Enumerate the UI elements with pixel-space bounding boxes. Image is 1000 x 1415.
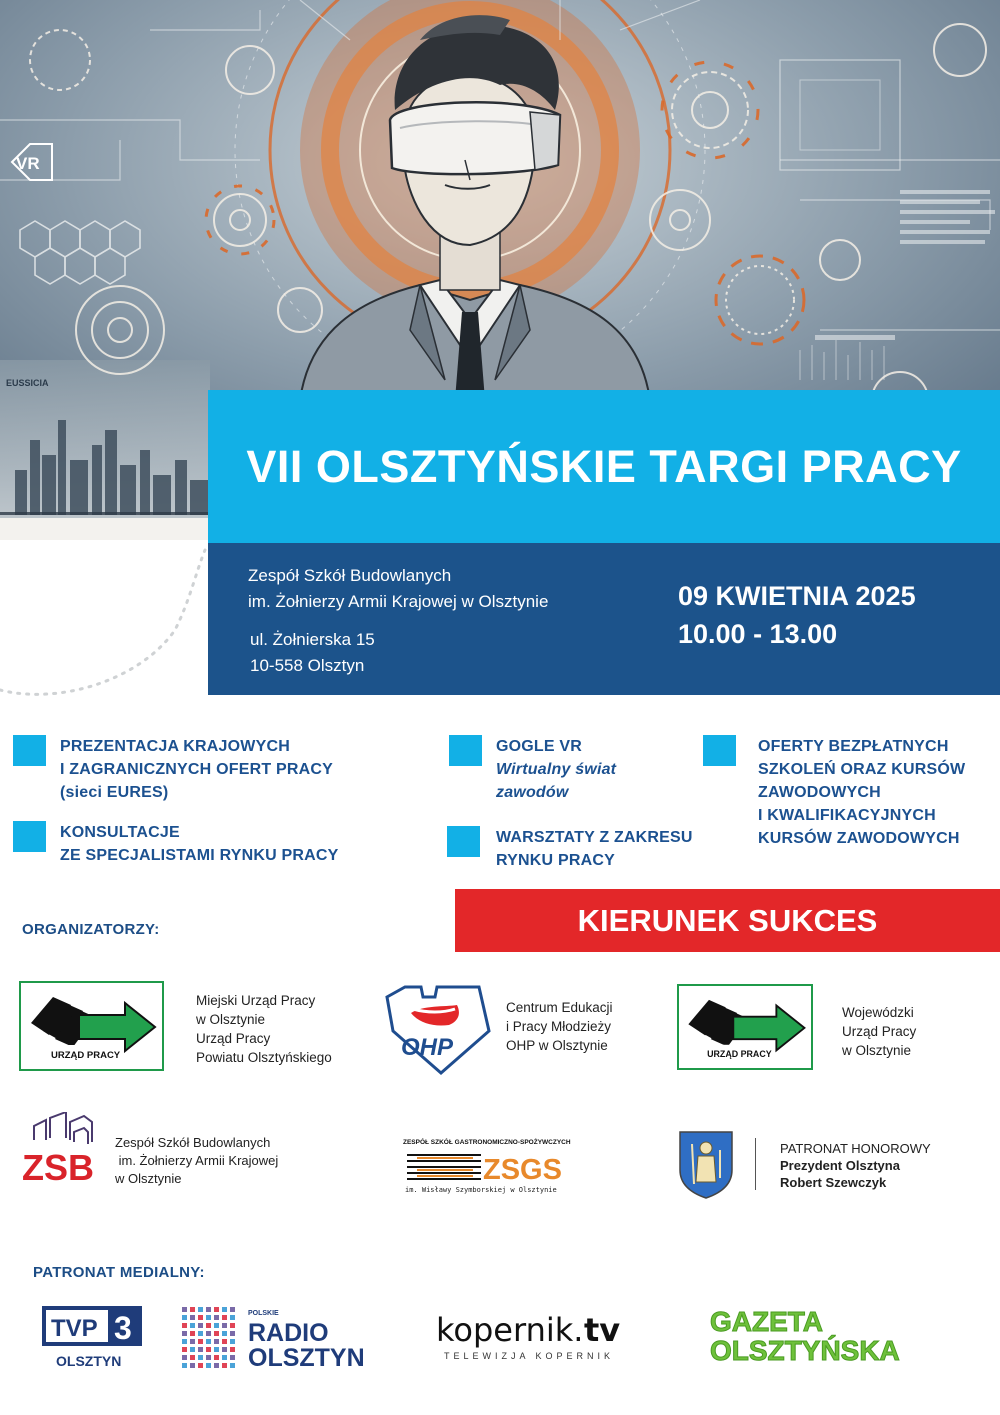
feature-offers-line3: (sieci EURES) <box>60 784 169 801</box>
event-time: 10.00 - 13.00 <box>678 619 838 649</box>
olsztyn-crest <box>678 1130 734 1205</box>
wup-text <box>842 1003 916 1060</box>
feature-trainings-line3: ZAWODOWYCH <box>758 784 881 801</box>
zsb-text <box>115 1134 278 1188</box>
radio-dots <box>182 1307 235 1368</box>
mup-line2: w Olsztynie <box>196 1012 266 1027</box>
feature-trainings-line2: SZKOLEŃ ORAZ KURSÓW <box>758 761 966 778</box>
feature-consultations-line2: ZE SPECJALISTAMI RYNKU PRACY <box>60 847 339 864</box>
gazeta-line2: OLSZTYŃSKA <box>710 1335 900 1365</box>
feature-vr-line3: zawodów <box>496 784 569 801</box>
zsb-line3: w Olsztynie <box>115 1171 182 1186</box>
feature-consultations-line1: KONSULTACJE <box>60 824 180 841</box>
info-band <box>208 543 1000 695</box>
feature-vr <box>449 735 616 804</box>
event-date: 09 KWIETNIA 2025 <box>678 581 916 611</box>
ohp-line3: OHP w Olsztynie <box>506 1038 608 1053</box>
venue-line1: Zespół Szkół Budowlanych <box>248 566 452 585</box>
feature-offers-line1: PREZENTACJA KRAJOWYCH <box>60 738 290 755</box>
mup-line1: Miejski Urząd Pracy <box>196 993 316 1008</box>
venue <box>248 563 548 615</box>
bullet-square <box>13 821 46 852</box>
zsb-logo-text: ZSB <box>22 1147 94 1187</box>
kopernik-tv: tv <box>584 1311 621 1349</box>
feature-trainings <box>703 735 965 850</box>
gazeta-line1: GAZETA <box>710 1306 824 1337</box>
patron-line2: Prezydent Olsztyna <box>780 1158 900 1173</box>
feature-trainings-line5: KURSÓW ZAWODOWYCH <box>758 830 960 847</box>
event-title: VII OLSZTYŃSKIE TARGI PRACY <box>246 440 962 492</box>
gazeta-olsztynska-logo <box>710 1305 920 1370</box>
ohp-line1: Centrum Edukacji <box>506 1000 613 1015</box>
feature-workshops-line1: WARSZTATY Z ZAKRESU <box>496 829 693 846</box>
zsgs-logo <box>403 1137 589 1200</box>
feature-trainings-line4: I KWALIFIKACYJNYCH <box>758 807 936 824</box>
patron-line3: Robert Szewczyk <box>780 1175 887 1190</box>
organizers-label: ORGANIZATORZY: <box>22 921 160 938</box>
feature-offers-line2: I ZAGRANICZNYCH OFERT PRACY <box>60 761 333 778</box>
mup-line3: Urząd Pracy <box>196 1031 271 1046</box>
patron-text <box>780 1140 931 1191</box>
feature-offers <box>13 735 333 804</box>
ohp-logo-text: OHP <box>401 1034 454 1061</box>
dotted-curve <box>0 540 215 700</box>
wup-line1: Wojewódzki <box>842 1005 914 1020</box>
wup-logo-text: URZĄD PRACY <box>707 1048 772 1059</box>
address <box>250 627 375 679</box>
address-city: 10-558 Olsztyn <box>250 656 365 675</box>
ohp-line2: i Pracy Młodzieży <box>506 1019 612 1034</box>
kopernik-sub: TELEWIZJA KOPERNIK <box>444 1351 615 1361</box>
kopernik-tv-logo <box>436 1311 626 1368</box>
ohp-logo <box>383 983 493 1080</box>
wup-logo <box>677 984 813 1070</box>
bullet-square <box>703 735 736 766</box>
bullet-square <box>447 826 480 857</box>
ohp-text <box>506 998 613 1055</box>
feature-workshops <box>447 826 693 872</box>
radio-line2: OLSZTYN <box>248 1344 365 1371</box>
feature-vr-line1: GOGLE VR <box>496 738 583 755</box>
wup-line2: Urząd Pracy <box>842 1024 917 1039</box>
venue-line2: im. Żołnierzy Armii Krajowej w Olsztynie <box>248 592 549 611</box>
tvp-num: 3 <box>114 1310 132 1346</box>
zsgs-bottom-text: im. Wisławy Szymborskiej w Olsztynie <box>405 1186 557 1194</box>
mup-text <box>196 991 332 1067</box>
bullet-square <box>449 735 482 766</box>
feature-trainings-line1: OFERTY BEZPŁATNYCH <box>758 738 949 755</box>
title-band <box>208 390 1000 543</box>
tvp-text: TVP <box>51 1315 98 1342</box>
vr-badge-text: VR <box>16 154 40 173</box>
address-street: ul. Żołnierska 15 <box>250 630 375 649</box>
feature-vr-line2: Wirtualny świat <box>496 761 617 778</box>
zsb-line2: im. Żołnierzy Armii Krajowej <box>115 1153 279 1168</box>
zsgs-logo-text: ZSGS <box>483 1154 562 1186</box>
zsgs-top-text: ZESPÓŁ SZKÓŁ GASTRONOMICZNO-SPOŻYWCZYCH <box>403 1139 571 1146</box>
city-tag: EUSSICIA <box>6 378 49 388</box>
patron-divider <box>755 1138 756 1190</box>
media-label: PATRONAT MEDIALNY: <box>33 1264 205 1281</box>
event-when <box>678 577 916 653</box>
patron-line1: PATRONAT HONOROWY <box>780 1141 931 1156</box>
feature-consultations <box>13 821 339 867</box>
feature-workshops-line2: RYNKU PRACY <box>496 852 615 869</box>
radio-olsztyn-logo <box>182 1305 372 1376</box>
bullet-square <box>13 735 46 766</box>
wup-line3: w Olsztynie <box>842 1043 912 1058</box>
mup-logo-text: URZĄD PRACY <box>51 1050 121 1061</box>
mup-logo <box>19 981 164 1071</box>
radio-small: POLSKIE <box>248 1310 279 1317</box>
zsb-line1: Zespół Szkół Budowlanych <box>115 1135 271 1150</box>
mup-line4: Powiatu Olsztyńskiego <box>196 1050 332 1065</box>
radio-line1: RADIO <box>248 1319 329 1347</box>
tvp-city: OLSZTYN <box>56 1353 122 1369</box>
kopernik-name: kopernik. <box>436 1311 584 1349</box>
zsb-logo <box>22 1112 97 1192</box>
tvp3-logo <box>42 1306 144 1375</box>
slogan-banner: KIERUNEK SUKCES <box>455 889 1000 952</box>
